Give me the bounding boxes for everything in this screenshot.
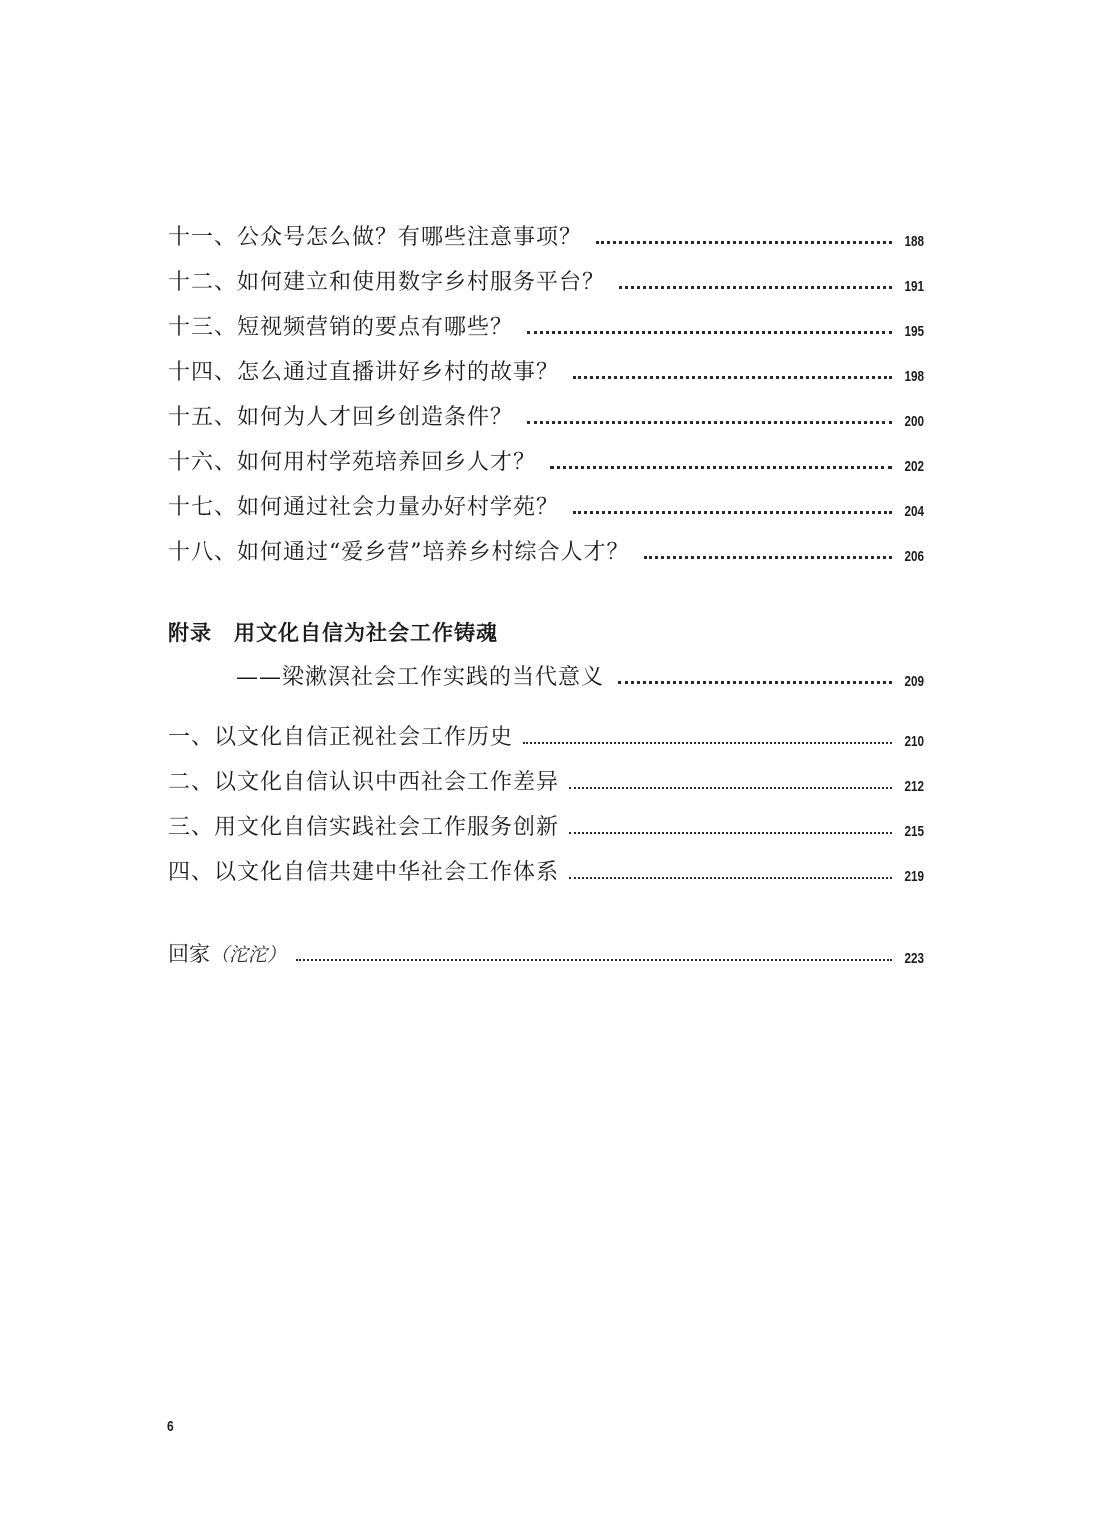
toc-entry-title: 十八、如何通过“爱乡营”培养乡村综合人才？ <box>168 540 630 565</box>
toc-entry-home[interactable] <box>168 925 924 970</box>
toc-entry[interactable] <box>168 253 924 298</box>
toc-entry-page: 188 <box>904 233 924 250</box>
toc-entry[interactable] <box>168 798 924 843</box>
home-section <box>168 925 924 970</box>
toc-entry-page: 198 <box>904 368 924 385</box>
toc-entry-page: 212 <box>904 778 924 795</box>
home-title-text: 回家 <box>168 942 210 966</box>
toc-entry[interactable] <box>168 433 924 478</box>
toc-entry-title: 十七、如何通过社会力量办好村学苑？ <box>168 495 560 520</box>
dot-leader <box>619 286 892 289</box>
dot-leader <box>527 331 892 334</box>
dot-leader <box>573 376 892 379</box>
dot-leader <box>618 681 892 684</box>
toc-entry[interactable] <box>168 208 924 253</box>
dot-leader <box>523 742 892 744</box>
toc-entry[interactable] <box>168 843 924 888</box>
toc-entry-page: 191 <box>904 278 924 295</box>
toc-entry-page: 202 <box>904 458 924 475</box>
appendix-title: 用文化自信为社会工作铸魂 <box>234 621 498 645</box>
toc-entry-page: 219 <box>904 868 924 885</box>
dot-leader <box>296 959 892 961</box>
toc-entry-title: 十一、公众号怎么做？有哪些注意事项？ <box>168 225 583 250</box>
toc-entry-page: 206 <box>904 548 924 565</box>
toc-chapter-list <box>168 208 924 568</box>
toc-entry-title: 十三、短视频营销的要点有哪些？ <box>168 315 514 340</box>
appendix-section <box>168 618 924 693</box>
dot-leader <box>569 787 892 789</box>
toc-entry-title: 十四、怎么通过直播讲好乡村的故事？ <box>168 360 560 385</box>
toc-entry-page: 209 <box>904 673 924 690</box>
toc-entry-title: 十二、如何建立和使用数字乡村服务平台？ <box>168 270 606 295</box>
home-title <box>168 939 286 970</box>
toc-entry-title: 一、以文化自信正视社会工作历史 <box>168 725 514 750</box>
toc-entry[interactable] <box>168 298 924 343</box>
dot-leader <box>569 832 892 834</box>
appendix-subtitle-row[interactable] <box>168 648 924 693</box>
toc-entry-page: 215 <box>904 823 924 840</box>
dot-leader <box>644 556 893 559</box>
toc-entry[interactable] <box>168 708 924 753</box>
toc-entry-page: 195 <box>904 323 924 340</box>
toc-entry-title: 十六、如何用村学苑培养回乡人才？ <box>168 450 537 475</box>
dot-leader <box>596 241 892 244</box>
toc-entry-page: 200 <box>904 413 924 430</box>
toc-entry-title: 四、以文化自信共建中华社会工作体系 <box>168 860 560 885</box>
page-number: 6 <box>167 1418 174 1435</box>
appendix-label: 附录 <box>168 621 212 645</box>
toc-entry-page: 223 <box>904 950 924 967</box>
toc-entry-title: 十五、如何为人才回乡创造条件？ <box>168 405 514 430</box>
dot-leader <box>569 877 892 879</box>
dot-leader <box>527 421 892 424</box>
toc-entry[interactable] <box>168 478 924 523</box>
appendix-entry-list <box>168 708 924 888</box>
toc-entry-title: 三、用文化自信实践社会工作服务创新 <box>168 815 560 840</box>
home-author: （沱沱） <box>210 944 287 966</box>
toc-entry[interactable] <box>168 343 924 388</box>
dot-leader <box>573 511 892 514</box>
toc-entry-title: 二、以文化自信认识中西社会工作差异 <box>168 770 560 795</box>
toc-entry[interactable] <box>168 523 924 568</box>
toc-entry-page: 204 <box>904 503 924 520</box>
appendix-heading[interactable] <box>168 618 924 648</box>
toc-entry[interactable] <box>168 753 924 798</box>
appendix-subtitle: ——梁漱溟社会工作实践的当代意义 <box>236 665 605 690</box>
toc-entry[interactable] <box>168 388 924 433</box>
dot-leader <box>550 466 892 469</box>
toc-entry-page: 210 <box>904 733 924 750</box>
